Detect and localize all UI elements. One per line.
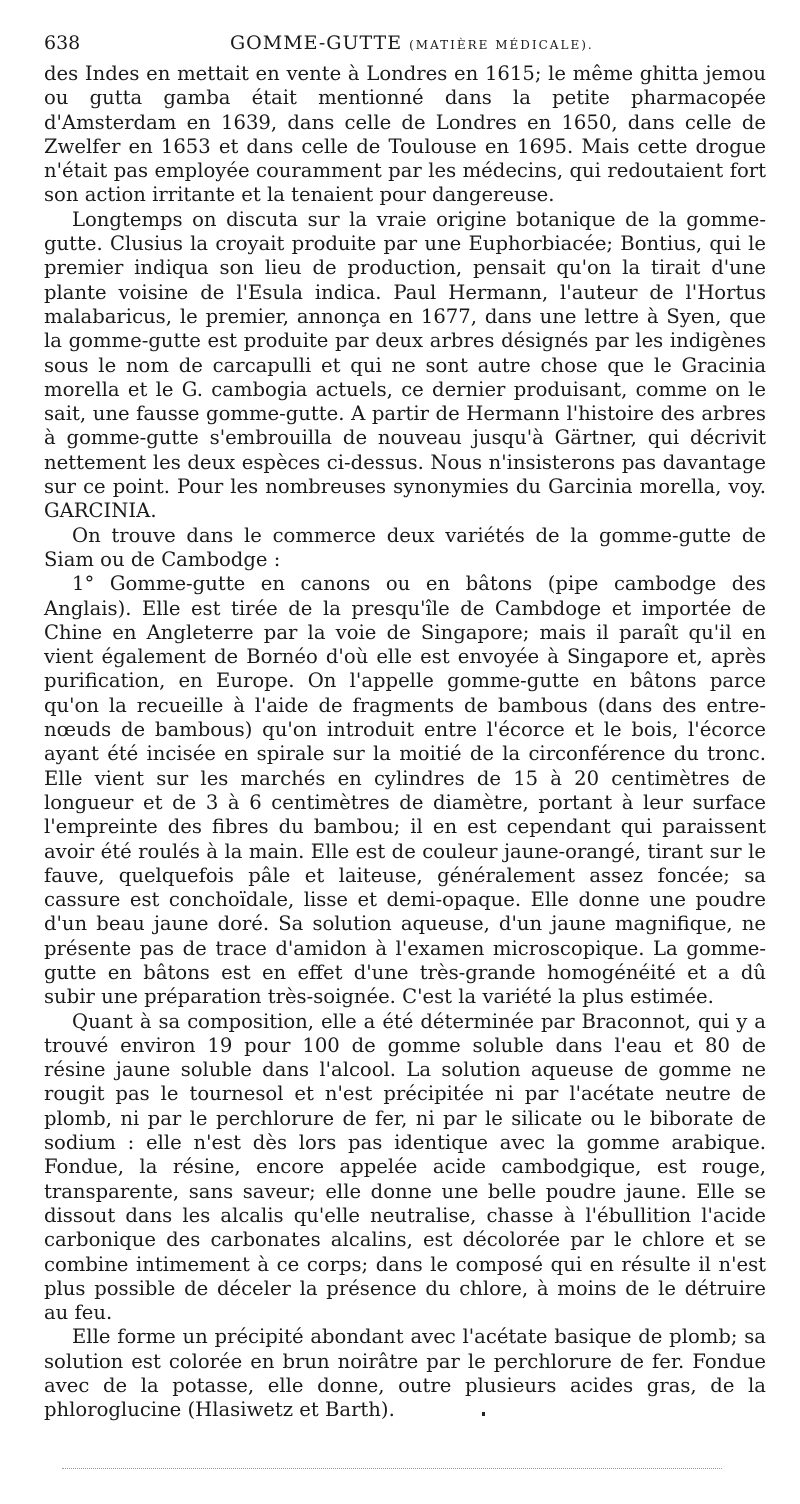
running-title-main: GOMME-GUTTE [230, 32, 403, 54]
running-title [230, 32, 594, 54]
paragraph-5: Quant à sa composition, elle a été déterminée par Braconnot, qui y a trouvé environ 19 pour 100 de gomme soluble dans l'eau et 80 de résine jaune soluble dans l'alcool. La solution aqueuse de gomme ne rougit pas le tournesol et n'est précipitée ni par l'acétate neutre de plomb, ni par le perchlorure de fer, ni par le silicate ou le biborate de sodium : elle n'est dès lors pas identique avec la gomme arabique. Fondue, la résine, encore appelée acide cambodgique, est rouge, transparente, sans saveur; elle donne une belle poudre jaune. Elle se dissout dans les alcalis qu'elle neutralise, chasse à l'ébullition l'acide carbonique des carbonates alcalins, est décolorée par le chlore et se combine intimement à ce corps; dans le composé qui en résulte il n'est plus possible de déceler la présence du chlore, à moins de le détruire au feu. [44, 1009, 766, 1325]
paragraph-3: On trouve dans le commerce deux variétés de la gomme-gutte de Siam ou de Cambodge : [44, 523, 766, 571]
paragraph-1: des Indes en mettait en vente à Londres en 1615; le même ghitta jemou ou gutta gamba était mentionné dans la petite pharmacopée d'Amsterdam en 1639, dans celle de Londres en 1650, dans celle de Zwelfer en 1653 et dans celle de Toulouse en 1695. Mais cette drogue n'était pas employée couramment par les médecins, qui redoutaient fort son action irritante et la tenaient pour dangereuse. [44, 62, 766, 207]
page [44, 28, 766, 1423]
running-title-subtitle: (MATIÈRE MÉDICALE). [409, 38, 594, 52]
running-header [44, 28, 766, 62]
paragraph-6: Elle forme un précipité abondant avec l'acétate basique de plomb; sa solution est colorée en brun noirâtre par le perchlorure de fer. Fondue avec de la potasse, elle donne, outre plusieurs acides gras, de la phloroglucine (Hlasiwetz et Barth). [44, 1325, 766, 1422]
article-body [44, 62, 766, 1423]
footer-rule [62, 1468, 722, 1469]
paragraph-4: 1° Gomme-gutte en canons ou en bâtons (pipe cambodge des Anglais). Elle est tirée de la presqu'île de Cambdoge et importée de Chine en Angleterre par la voie de Singapore; mais il paraît qu'il en vient également de Bornéo d'où elle est envoyée à Singapore et, après purification, en Europe. On l'appelle gomme-gutte en bâtons parce qu'on la recueille à l'aide de fragments de bambous (dans des entre-nœuds de bambous) qu'on introduit entre l'écorce et le bois, l'écorce ayant été incisée en spirale sur la moitié de la circonférence du tronc. Elle vient sur les marchés en cylindres de 15 à 20 centimètres de longueur et de 3 à 6 centimètres de diamètre, portant à leur surface l'empreinte des fibres du bambou; il en est cependant qui paraissent avoir été roulés à la main. Elle est de couleur jaune-orangé, tirant sur le fauve, quelquefois pâle et laiteuse, généralement assez foncée; sa cassure est conchoïdale, lisse et demi-opaque. Elle donne une poudre d'un beau jaune doré. Sa solution aqueuse, d'un jaune magnifique, ne présente pas de trace d'amidon à l'examen microscopique. La gomme-gutte en bâtons est en effet d'une très-grande homogénéité et a dû subir une préparation très-soignée. C'est la variété la plus estimée. [44, 572, 766, 1009]
page-number: 638 [44, 32, 81, 54]
paragraph-2: Longtemps on discuta sur la vraie origine botanique de la gomme-gutte. Clusius la croyait produite par une Euphorbiacée; Bontius, qui le premier indiqua son lieu de production, pensait qu'on la tirait d'une plante voisine de l'Esula indica. Paul Hermann, l'auteur de l'Hortus malabaricus, le premier, annonça en 1677, dans une lettre à Syen, que la gomme-gutte est produite par deux arbres désignés par les indigènes sous le nom de carcapulli et qui ne sont autre chose que le Gracinia morella et le G. cambogia actuels, ce dernier produisant, comme on le sait, une fausse gomme-gutte. A partir de Hermann l'histoire des arbres à gomme-gutte s'embrouilla de nouveau jusqu'à Gärtner, qui décrivit nettement les deux espèces ci-dessus. Nous n'insisterons pas davantage sur ce point. Pour les nombreuses synonymies du Garcinia morella, voy. GARCINIA. [44, 207, 766, 523]
ink-dot [482, 1412, 485, 1416]
